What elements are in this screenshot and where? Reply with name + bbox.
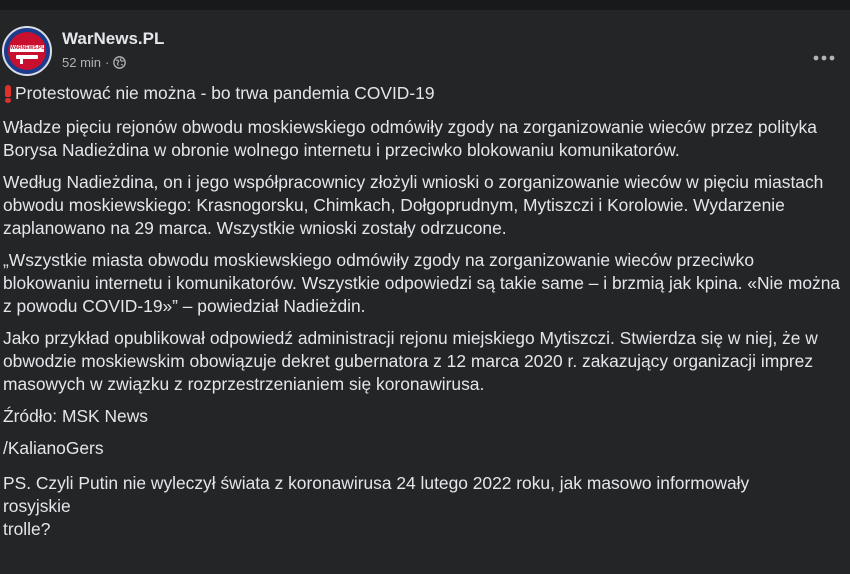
avatar-logo-text: WARNEWS.PL bbox=[10, 45, 45, 51]
page-name-link[interactable]: WarNews.PL bbox=[62, 29, 165, 48]
avatar-rifle-grip bbox=[20, 58, 23, 64]
more-horizontal-icon bbox=[813, 55, 835, 61]
author-signature: /KalianoGers bbox=[3, 438, 104, 458]
globe-icon[interactable] bbox=[113, 56, 126, 69]
postscript-line-2: rosyjskie bbox=[3, 496, 71, 516]
page-avatar[interactable] bbox=[2, 26, 52, 76]
meta-separator: · bbox=[105, 55, 110, 70]
paragraph-2: Według Nadieżdina, on i jego współpracownicy złożyli wnioski o zorganizowanie wieców w pięciu miastach obwodu moskiewskiego: Krasnogorsku, Chimkach, Dołgoprudnym, Mytiszczi i Korolowie. Wydarzenie zaplanowano na 29 marca. Wszystkie wnioski zostały odrzucone. bbox=[3, 172, 824, 238]
post-timestamp[interactable]: 52 min bbox=[62, 55, 102, 70]
post-meta bbox=[62, 55, 126, 70]
postscript bbox=[3, 472, 843, 541]
post-content bbox=[3, 82, 843, 550]
source-line: Źródło: MSK News bbox=[3, 406, 148, 426]
post-header bbox=[0, 10, 850, 80]
headline-text: Protestować nie można - bo trwa pandemia COVID-19 bbox=[15, 83, 435, 103]
top-separator bbox=[0, 0, 850, 10]
postscript-line-1: PS. Czyli Putin nie wyleczył świata z koronawirusa 24 lutego 2022 roku, jak masowo informowały bbox=[3, 473, 750, 493]
exclamation-icon bbox=[3, 84, 13, 103]
paragraph-3: „Wszystkie miasta obwodu moskiewskiego odmówiły zgody na zorganizowanie wieców przeciwko blokowaniu internetu i komunikatorów. Wszystkie odpowiedzi są takie same – i brzmią jak kpina. «Nie można z powodu COVID-19»” – powiedział Nadieżdin. bbox=[3, 250, 841, 316]
paragraph-1: Władze pięciu rejonów obwodu moskiewskiego odmówiły zgody na zorganizowanie wieców przez polityka Borysa Nadieżdina w obronie wolnego internetu i przeciwko blokowaniu komunikatorów. bbox=[3, 117, 817, 160]
post-headline bbox=[3, 82, 843, 105]
postscript-line-3: trolle? bbox=[3, 519, 51, 539]
more-options-button[interactable] bbox=[806, 43, 842, 73]
paragraph-4: Jako przykład opublikował odpowiedź administracji rejonu miejskiego Mytiszczi. Stwierdza się w niej, że w obwodzie moskiewskim obowiązuje dekret gubernatora z 12 marca 2020 r. zakazujący organizacji imprez masowych w związku z rozprzestrzenianiem się koronawirusa. bbox=[3, 328, 818, 394]
